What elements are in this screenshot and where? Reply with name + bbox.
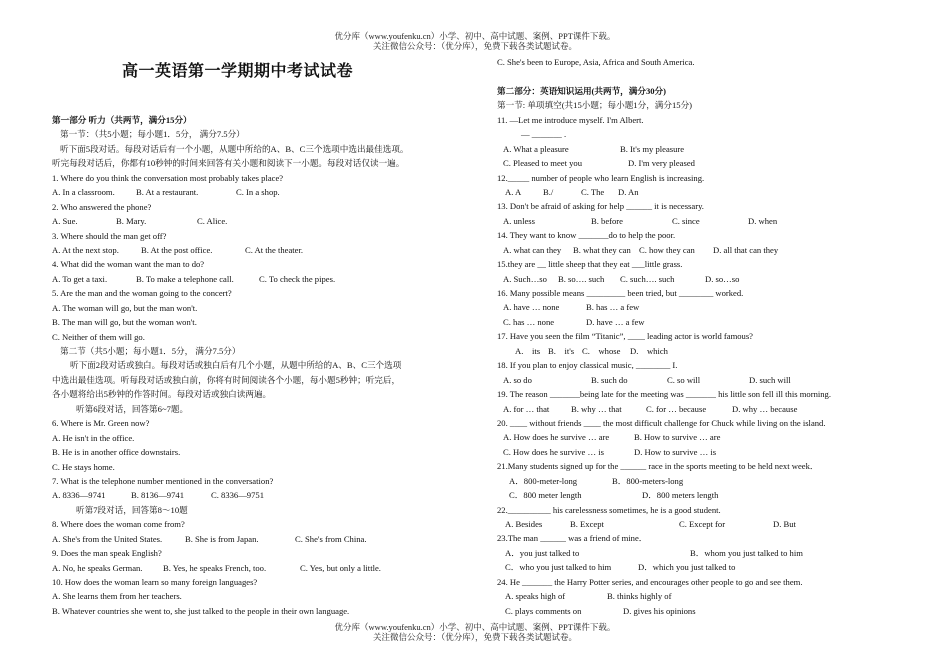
question-5-option-a: A. The woman will go, but the man won't. xyxy=(52,302,198,313)
option-d: D. which xyxy=(630,345,668,356)
sec2-instruction-3: 各小题将给出5秒钟的作答时间。每段对话或独白读两遍。 xyxy=(52,389,272,400)
question-1: 1. Where do you think the conversation most probably takes place? xyxy=(52,172,284,183)
question-21: 21.Many students signed up for the ______ race in the sports meeting to be held next week． xyxy=(497,461,819,472)
question-7: 7. What is the telephone number mentioned in the conversation? xyxy=(52,475,274,486)
question-7-options xyxy=(52,488,472,502)
sec2-instruction-2: 中选出最佳选项。听每段对话或独白前，你将有时间阅读各个小题，每小题5秒钟；听完后， xyxy=(52,374,401,385)
sec2-instruction-1: 听下面2段对话或独白。每段对话或独白后有几个小题，从题中所给的A、B、C三个选项 xyxy=(70,360,402,371)
option-a: A. what can they xyxy=(503,244,562,255)
option-b: B. It's my pleasure xyxy=(620,143,685,154)
option-a: A. A xyxy=(505,186,522,197)
option-b: B. it's xyxy=(548,345,575,356)
question-24-options-cd xyxy=(497,604,897,618)
option-a: A. To get a taxi. xyxy=(52,273,108,284)
option-c: C. has … none xyxy=(503,316,555,327)
question-6-option-a: A. He isn't in the office. xyxy=(52,432,135,443)
part2-heading: 第二部分：英语知识运用(共两节，满分30分) xyxy=(497,85,667,96)
option-a: A. She's from the United States. xyxy=(52,533,163,544)
question-3-options xyxy=(52,243,472,257)
option-b: B. thinks highly of xyxy=(607,591,672,602)
option-c: C. such…. such xyxy=(620,273,675,284)
option-a: A. At the next stop. xyxy=(52,244,119,255)
option-c: C. To check the pipes. xyxy=(259,273,336,284)
option-a: A．you just talked to xyxy=(505,547,580,558)
option-b: B. Except xyxy=(570,519,604,529)
question-1-options xyxy=(52,185,472,199)
question-19-options xyxy=(497,402,897,416)
option-b: B./ xyxy=(543,186,554,197)
option-a: A. Sue. xyxy=(52,216,78,227)
dialog-7-note: 听第7段对话，回答第8～10题 xyxy=(76,504,188,515)
question-17: 17. Have you seen the film “Titanic”, ____ leading actor is world famous? xyxy=(497,331,753,342)
option-d: D. But xyxy=(773,519,796,529)
option-a: A. How does he survive … are xyxy=(503,432,610,443)
option-d: D. so…so xyxy=(705,273,740,284)
option-d: D. have … a few xyxy=(586,316,645,327)
option-d: D．which you just talked to xyxy=(638,562,736,573)
option-a: A. What a pleasure xyxy=(503,143,569,154)
option-b: B. 8136—9741 xyxy=(131,490,184,501)
option-d: D. I'm very pleased xyxy=(628,158,695,169)
option-b: B. such do xyxy=(591,374,628,385)
option-c: C. In a shop. xyxy=(236,187,280,198)
question-18-options xyxy=(497,373,897,387)
question-5-option-c: C. Neither of them will go. xyxy=(52,331,145,342)
question-10: 10. How does the woman learn so many foreign languages? xyxy=(52,577,258,587)
option-c: C. since xyxy=(672,215,700,226)
sec1-instruction-2: 听完每段对话后，你都有10秒钟的时间来回答有关小题和阅读下一小题。每段对话仅读一遍。 xyxy=(52,158,405,169)
sec2-heading: 第二节（共5小题；每小题1．5分， 满分7.5分） xyxy=(60,346,241,356)
question-20-options-ab xyxy=(497,430,897,444)
spacer xyxy=(497,69,897,83)
question-14: 14. They want to know _______do to help the poor. xyxy=(497,230,676,241)
option-c: C. 8336—9751 xyxy=(211,490,264,501)
question-11-blank: — _______ . xyxy=(521,129,567,140)
option-c: C．800 meter length xyxy=(509,490,582,501)
header-line-2: 关注微信公众号：（优分库），免费下载各类试题试卷。 xyxy=(372,41,577,51)
question-16-options-ab xyxy=(497,300,897,314)
question-22-options xyxy=(497,517,897,531)
option-c: C. for … because xyxy=(646,403,707,414)
sec1-instruction-1: 听下面5段对话。每段对话后有一个小题，从题中所给的A、B、C三个选项中选出最佳选项。 xyxy=(60,143,409,154)
question-14-options xyxy=(497,243,897,257)
question-21-options-ab xyxy=(497,474,897,488)
page-header xyxy=(0,31,950,51)
exam-title: 高一英语第一学期期中考试试卷 xyxy=(121,61,353,80)
footer-line-2: 关注微信公众号：（优分库），免费下载各类试题试卷。 xyxy=(372,632,577,642)
option-b: B. before xyxy=(591,215,623,226)
option-c: C. She's from China. xyxy=(295,533,367,544)
question-24: 24. He _______ the Harry Potter series, and encourages other people to go and see them. xyxy=(497,576,803,587)
option-d: D. when xyxy=(748,215,778,226)
part2-sec1-heading: 第一节: 单项填空(共15小题；每小题1分，满分15分) xyxy=(497,100,693,111)
question-12-options xyxy=(497,185,897,199)
option-b: B. To make a telephone call. xyxy=(136,273,234,284)
option-c: C. Alice. xyxy=(197,216,228,227)
option-c: C．who you just talked to him xyxy=(505,562,612,573)
option-d: D. gives his opinions xyxy=(623,605,696,616)
option-a: A. speaks high of xyxy=(505,591,566,602)
question-6-option-c: C. He stays home. xyxy=(52,461,115,472)
question-4: 4. What did the woman want the man to do? xyxy=(52,259,205,270)
question-2-options xyxy=(52,214,472,228)
option-b: B. has … a few xyxy=(586,302,640,313)
option-d: D. An xyxy=(618,186,639,197)
question-22: 22.__________ his carelessness sometimes, he is a good student. xyxy=(497,504,721,515)
option-a: A．800-meter-long xyxy=(509,475,578,486)
right-column xyxy=(497,55,897,618)
option-b: B. Yes, he speaks French, too. xyxy=(163,562,267,573)
option-b: B. She is from Japan. xyxy=(185,533,259,544)
sec1-heading: 第一节：（共5小题；每小题1．5分， 满分7.5分） xyxy=(60,129,245,140)
option-b: B. Mary. xyxy=(116,216,147,227)
question-8: 8. Where does the woman come from? xyxy=(52,519,185,530)
option-a: A. its xyxy=(515,345,541,356)
question-6-option-b: B. He is in another office downstairs. xyxy=(52,447,181,458)
option-a: A. No, he speaks German. xyxy=(52,562,143,573)
page-footer xyxy=(0,622,950,642)
option-b: B. At the post office. xyxy=(141,244,213,255)
question-2: 2. Who answered the phone? xyxy=(52,201,152,212)
option-c: C. plays comments on xyxy=(505,605,582,616)
option-d: D. why … because xyxy=(732,403,798,414)
question-20: 20. ____ without friends ____ the most difficult challenge for Chuck while living on the island. xyxy=(497,417,826,428)
option-a: A. for … that xyxy=(503,403,550,414)
question-5-option-b: B. The man will go, but the woman won't. xyxy=(52,317,197,328)
question-11-options-ab xyxy=(497,142,897,156)
option-c: C. so will xyxy=(667,374,701,385)
option-b: B．800-meters-long xyxy=(612,475,684,486)
dialog-6-note: 听第6段对话，回答第6~7题。 xyxy=(76,403,189,414)
question-3: 3. Where should the man get off? xyxy=(52,230,167,241)
question-11: 11. —Let me introduce myself. I'm Albert. xyxy=(497,114,644,125)
left-column xyxy=(52,113,472,618)
option-c: C. Yes, but only a little. xyxy=(300,562,381,573)
question-19: 19. The reason _______being late for the meeting was _______ his little son fell ill this morning. xyxy=(497,389,831,400)
option-a: A. Besides xyxy=(505,519,543,529)
question-23-options-cd xyxy=(497,560,897,574)
option-b: B. How to survive … are xyxy=(634,432,721,443)
question-10-option-b: B. Whatever countries she went to, she just talked to the people in their own language. xyxy=(52,605,350,616)
option-b: B. At a restaurant. xyxy=(136,187,199,198)
option-c: C. The xyxy=(581,186,605,197)
option-d: D. How to survive … is xyxy=(634,446,717,457)
option-c: C. How does he survive … is xyxy=(503,446,604,457)
option-a: A. 8336—9741 xyxy=(52,490,106,501)
question-10-option-c: C. She's been to Europe, Asia, Africa and South America. xyxy=(497,57,695,67)
question-6: 6. Where is Mr. Green now? xyxy=(52,418,150,429)
option-c: C. At the theater. xyxy=(245,244,303,255)
option-c: C. Pleased to meet you xyxy=(503,158,583,169)
option-c: C. whose xyxy=(582,345,621,356)
question-18: 18. If you plan to enjoy classical music, ________ I. xyxy=(497,360,678,371)
question-17-options xyxy=(497,344,897,358)
question-8-options xyxy=(52,532,472,546)
footer-line-1: 优分库（www.youfenku.cn）小学、初中、高中试题、案例、PPT课件下载。 xyxy=(334,622,616,632)
option-b: B. so…. such xyxy=(558,273,605,284)
question-23: 23.The man ______ was a friend of mine． xyxy=(497,533,648,544)
option-d: D. all that can they xyxy=(713,244,779,255)
part1-heading: 第一部分 听力（共两节，满分15分） xyxy=(52,115,192,125)
question-10-option-a: A. She learns them from her teachers. xyxy=(52,591,182,602)
option-c: C. how they can xyxy=(639,244,695,255)
question-16-options-cd xyxy=(497,315,897,329)
question-13: 13. Don't be afraid of asking for help ______ it is necessary. xyxy=(497,201,704,212)
option-a: A. unless xyxy=(503,215,535,226)
option-a: A. have … none xyxy=(503,302,560,313)
question-16: 16. Many possible means _________ been tried, but ________ worked. xyxy=(497,288,744,298)
question-9: 9. Does the man speak English? xyxy=(52,548,162,559)
option-a: A. In a classroom. xyxy=(52,187,115,198)
question-5: 5. Are the man and the woman going to the concert? xyxy=(52,288,232,299)
question-12: 12._____ number of people who learn English is increasing. xyxy=(497,172,705,183)
option-b: B. what they can xyxy=(573,244,631,255)
option-b: B．whom you just talked to him xyxy=(690,547,803,558)
question-20-options-cd xyxy=(497,445,897,459)
option-b: B. why … that xyxy=(571,403,622,414)
question-13-options xyxy=(497,214,897,228)
option-d: D. such will xyxy=(749,374,791,385)
question-15: 15.they are __ little sheep that they eat ___little grass. xyxy=(497,259,683,270)
question-9-options xyxy=(52,561,472,575)
question-23-options-ab xyxy=(497,546,897,560)
option-a: A. so do xyxy=(503,374,532,385)
question-15-options xyxy=(497,272,897,286)
question-24-options-ab xyxy=(497,589,897,603)
question-21-options-cd xyxy=(497,488,897,502)
option-a: A. Such…so xyxy=(503,273,547,284)
question-11-options-cd xyxy=(497,156,897,170)
question-4-options xyxy=(52,272,472,286)
header-line-1: 优分库（www.youfenku.cn）小学、初中、高中试题、案例、PPT课件下载。 xyxy=(334,31,616,41)
option-c: C. Except for xyxy=(679,519,726,529)
option-d: D．800 meters length xyxy=(642,490,719,501)
